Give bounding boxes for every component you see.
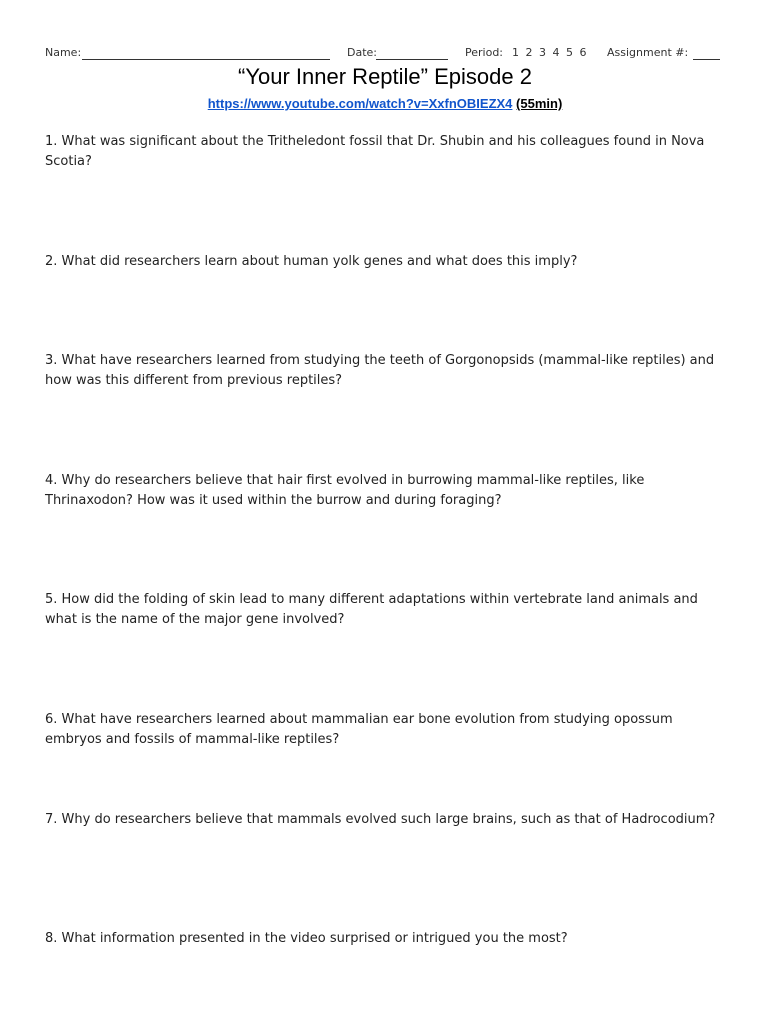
question-1: 1. What was significant about the Tritheledont fossil that Dr. Shubin and his colleagues found in Nova Scotia? [45, 134, 705, 169]
period-label: Period: [465, 46, 504, 59]
video-reference [0, 96, 770, 111]
question-8: 8. What information presented in the video surprised or intrigued you the most? [45, 931, 568, 946]
assignment-blank[interactable] [693, 59, 720, 60]
video-link[interactable]: https://www.youtube.com/watch?v=XxfnOBIEZX4 [207, 96, 513, 111]
period-options: 1 2 3 4 5 6 [512, 46, 587, 59]
question-3: 3. What have researchers learned from studying the teeth of Gorgonopsids (mammal-like reptiles) and how was this different from previous reptiles? [45, 353, 715, 388]
name-label: Name: [45, 46, 82, 59]
assignment-label: Assignment #: [607, 46, 689, 59]
question-6: 6. What have researchers learned about mammalian ear bone evolution from studying opossum embryos and fossils of mammal-like reptiles? [45, 712, 673, 747]
question-7: 7. Why do researchers believe that mammals evolved such large brains, such as that of Hadrocodium? [45, 812, 716, 827]
date-blank[interactable] [376, 59, 448, 60]
question-4: 4. Why do researchers believe that hair first evolved in burrowing mammal-like reptiles, like Thrinaxodon? How was it used within the burrow and during foraging? [45, 473, 645, 508]
date-label: Date: [347, 46, 377, 59]
video-duration: (55min) [516, 96, 563, 111]
question-5: 5. How did the folding of skin lead to many different adaptations within vertebrate land animals and what is the name of the major gene involved? [45, 592, 698, 627]
worksheet-header [45, 46, 725, 62]
question-2: 2. What did researchers learn about human yolk genes and what does this imply? [45, 254, 578, 269]
page-title: “Your Inner Reptile” Episode 2 [238, 64, 532, 89]
name-blank[interactable] [82, 59, 330, 60]
